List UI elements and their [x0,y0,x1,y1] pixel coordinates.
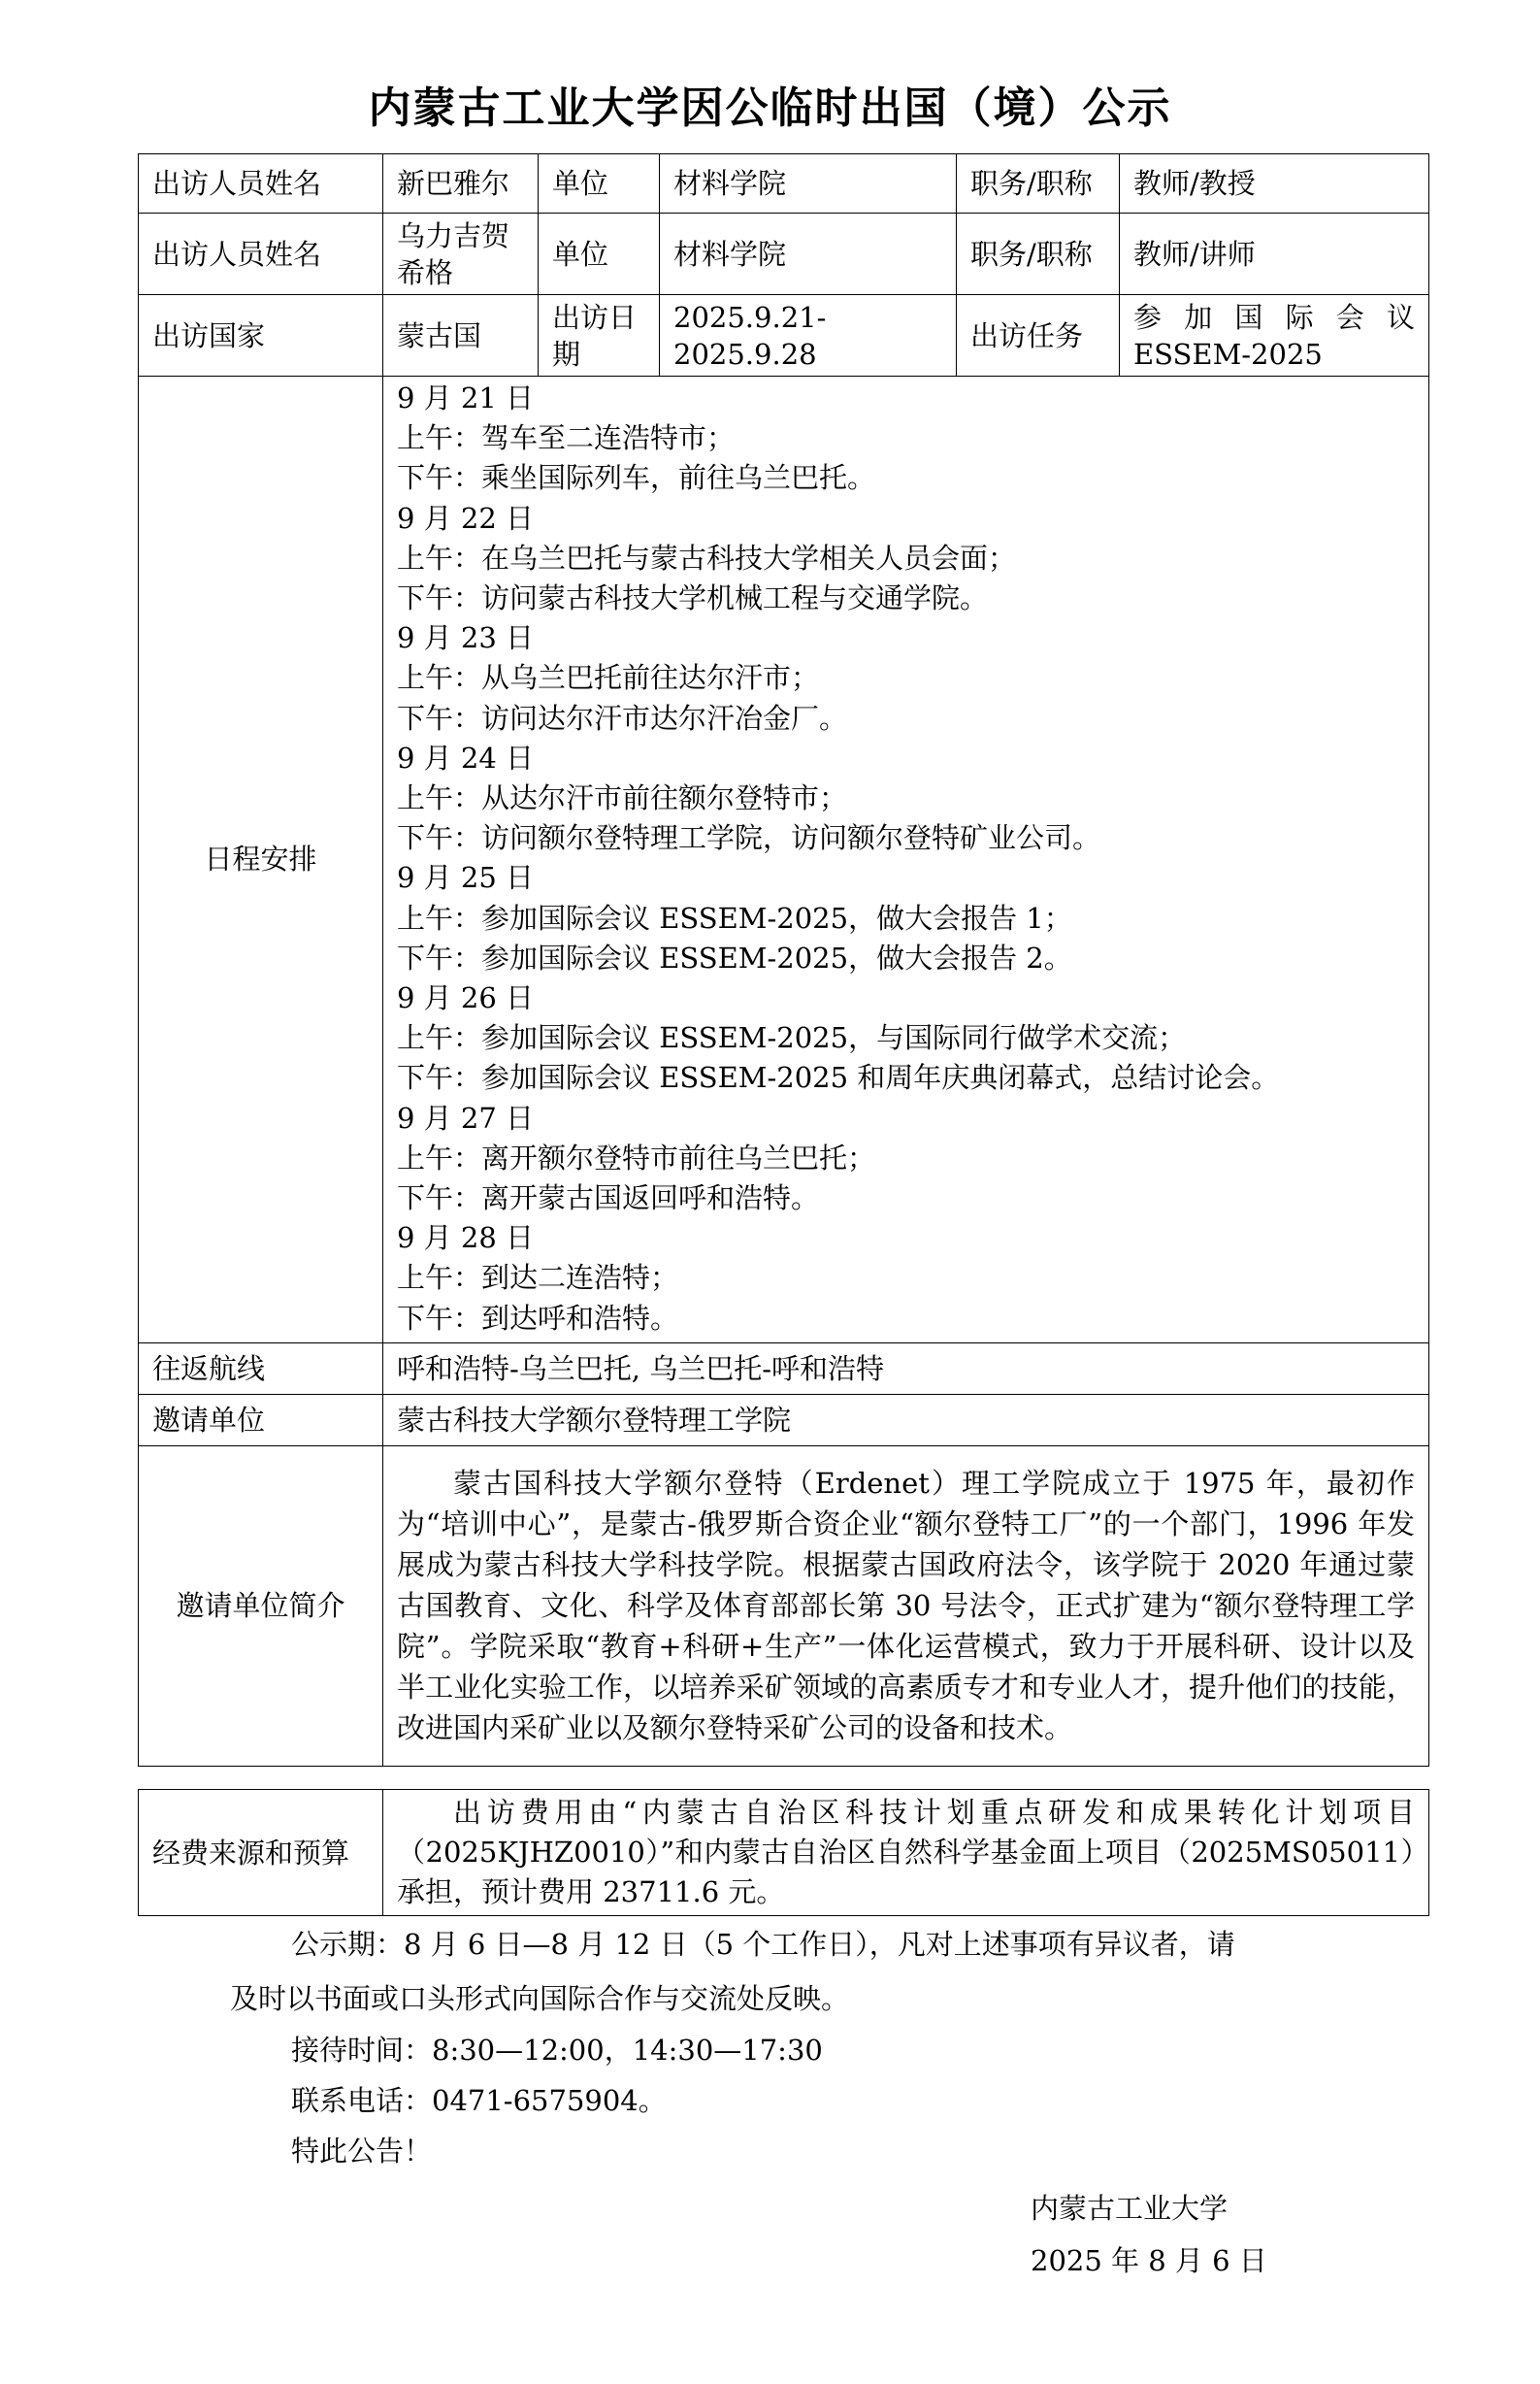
date-label: 出访日期 [539,295,660,377]
task-label: 出访任务 [957,295,1120,377]
schedule-line: 上午：参加国际会议 ESSEM-2025，与国际同行做学术交流； [397,1021,1187,1055]
notice-period-line2: 及时以书面或口头形式向国际合作与交流处反映。 [230,1982,850,2015]
funding-text: 出访费用由“内蒙古自治区科技计划重点研发和成果转化计划项目（2025KJHZ0010）”和内蒙古自治区自然科学基金面上项目（2025MS05011）承担，预计费用 23711.6 元。 [383,1790,1429,1916]
person2-title-label: 职务/职称 [957,214,1120,295]
person1-unit: 材料学院 [660,154,957,214]
person2-title: 教师/讲师 [1120,214,1429,295]
task-value: 参加国际会议ESSEM-2025 [1120,295,1429,377]
schedule-line: 上午：在乌兰巴托与蒙古科技大学相关人员会面； [397,541,1017,575]
schedule-line: 下午：到达呼和浩特。 [397,1301,679,1335]
route-label: 往返航线 [139,1342,383,1394]
schedule-line: 9 月 24 日 [397,741,535,775]
inviter-row [139,1394,1429,1445]
inviter-label: 邀请单位 [139,1394,383,1445]
schedule-line: 下午：离开蒙古国返回呼和浩特。 [397,1181,820,1215]
notice-hours: 接待时间：8:30—12:00，14:30—17:30 [291,2034,823,2067]
person1-title: 教师/教授 [1120,154,1429,214]
person1-unit-label: 单位 [539,154,660,214]
signature-date: 2025 年 8 月 6 日 [1031,2244,1267,2277]
schedule-line: 9 月 25 日 [397,861,535,895]
funding-row [139,1790,1429,1916]
info-table [138,153,1429,1767]
person1-name: 新巴雅尔 [383,154,539,214]
schedule-list [383,377,1429,1343]
schedule-line: 下午：乘坐国际列车，前往乌兰巴托。 [397,461,876,495]
notice-phone: 联系电话：0471-6575904。 [291,2084,667,2117]
schedule-line: 9 月 23 日 [397,621,535,655]
inviter-intro-label: 邀请单位简介 [139,1445,383,1766]
schedule-line: 上午：从乌兰巴托前往达尔汗市； [397,661,820,695]
schedule-line: 上午：参加国际会议 ESSEM-2025，做大会报告 1； [397,901,1072,935]
schedule-line: 上午：驾车至二连浩特市； [397,421,736,455]
schedule-line: 9 月 22 日 [397,501,535,535]
schedule-line: 下午：访问额尔登特理工学院，访问额尔登特矿业公司。 [397,821,1101,855]
schedule-line: 下午：访问蒙古科技大学机械工程与交通学院。 [397,581,989,615]
schedule-line: 9 月 21 日 [397,381,535,414]
schedule-line: 上午：到达二连浩特； [397,1261,679,1295]
page-title: 内蒙古工业大学因公临时出国（境）公示 [368,83,1172,133]
route-value: 呼和浩特-乌兰巴托, 乌兰巴托-呼和浩特 [383,1342,1429,1394]
schedule-line: 上午：离开额尔登特市前往乌兰巴托； [397,1141,876,1175]
signature: 内蒙古工业大学 [1031,2192,1229,2225]
person2-unit: 材料学院 [660,214,957,295]
schedule-line: 下午：参加国际会议 ESSEM-2025，做大会报告 2。 [397,941,1072,975]
route-row [139,1342,1429,1394]
person1-row [139,154,1429,214]
inviter-value: 蒙古科技大学额尔登特理工学院 [383,1394,1429,1445]
notice-period-line1: 公示期：8 月 6 日—8 月 12 日（5 个工作日），凡对上述事项有异议者，请 [291,1928,1235,1961]
inviter-intro-text: 蒙古国科技大学额尔登特（Erdenet）理工学院成立于 1975 年，最初作为“培训中心”，是蒙古-俄罗斯合资企业“额尔登特工厂”的一个部门，1996 年发展成为蒙古科技大学科技学院。根据蒙古国政府法令，该学院于 2020 年通过蒙古国教育、文化、科学及体育部部长第 30 号法令，正式扩建为“额尔登特理工学院”。学院采取“教育+科研+生产”一体化运营模式，致力于开展科研、设计以及半工业化实验工作，以培养采矿领域的高素质专才和专业人才，提升他们的技能，改进国内采矿业以及额尔登特采矿公司的设备和技术。 [383,1445,1429,1766]
date-value: 2025.9.21-2025.9.28 [660,295,957,377]
schedule-line: 9 月 27 日 [397,1101,535,1135]
inviter-intro-row [139,1445,1429,1766]
funding-table [138,1789,1429,1916]
schedule-line: 9 月 26 日 [397,981,535,1015]
schedule-label: 日程安排 [139,377,383,1343]
schedule-line: 9 月 28 日 [397,1221,535,1255]
notice-closing: 特此公告！ [291,2135,433,2168]
person2-label: 出访人员姓名 [139,214,383,295]
person1-title-label: 职务/职称 [957,154,1120,214]
person1-label: 出访人员姓名 [139,154,383,214]
person2-unit-label: 单位 [539,214,660,295]
person2-row [139,214,1429,295]
country-label: 出访国家 [139,295,383,377]
schedule-line: 下午：访问达尔汗市达尔汗冶金厂。 [397,701,848,735]
person2-name: 乌力吉贺希格 [383,214,539,295]
funding-label: 经费来源和预算 [139,1790,383,1916]
schedule-line: 下午：参加国际会议 ESSEM-2025 和周年庆典闭幕式，总结讨论会。 [397,1061,1280,1095]
schedule-row [139,377,1429,1343]
schedule-line: 上午：从达尔汗市前往额尔登特市； [397,781,848,815]
visit-row [139,295,1429,377]
country-value: 蒙古国 [383,295,539,377]
